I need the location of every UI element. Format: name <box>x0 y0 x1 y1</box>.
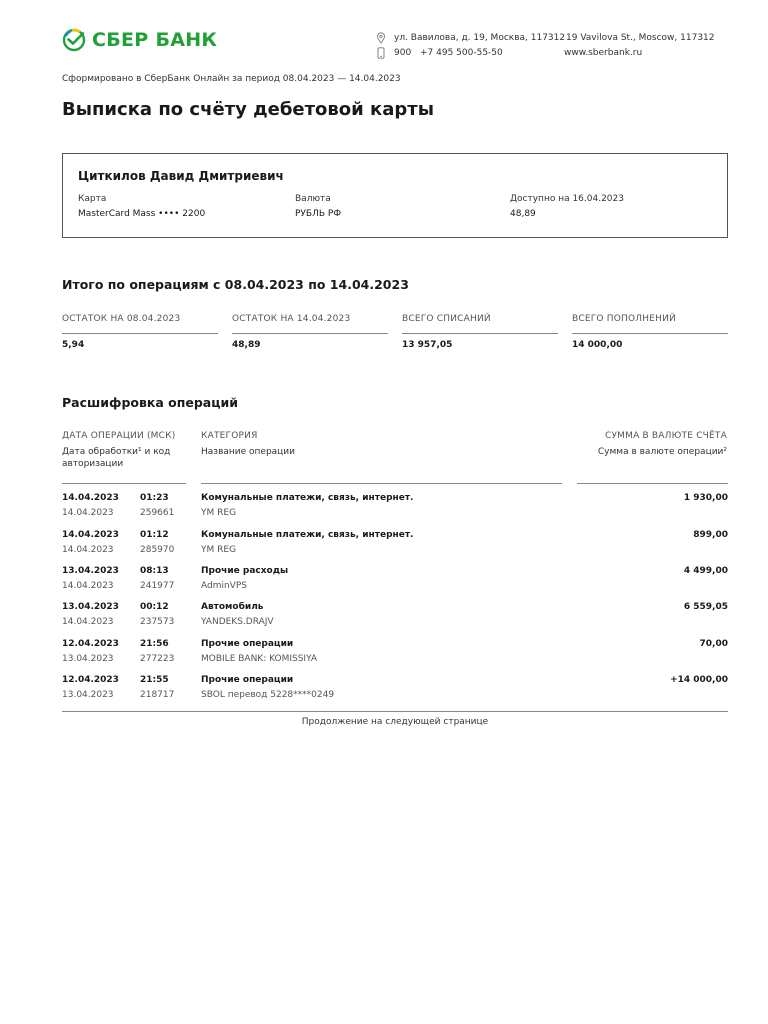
op-auth-code: 259661 <box>140 508 175 518</box>
op-proc-date: 14.04.2023 <box>62 581 114 591</box>
op-time: 08:13 <box>140 566 169 576</box>
op-auth-code: 241977 <box>140 581 175 591</box>
summary-value: 48,89 <box>232 340 261 350</box>
op-amount: 4 499,00 <box>683 566 728 576</box>
account-info-box <box>62 153 728 238</box>
table-row <box>62 530 728 560</box>
address-ru: ул. Вавилова, д. 19, Москва, 117312 <box>394 32 566 43</box>
summary-opening-balance <box>62 314 218 350</box>
summary-label: ОСТАТОК НА 14.04.2023 <box>232 314 388 334</box>
op-auth-code: 237573 <box>140 617 175 627</box>
op-auth-code: 218717 <box>140 690 175 700</box>
op-name: YM REG <box>201 545 237 555</box>
op-auth-code: 285970 <box>140 545 175 555</box>
summary-value: 13 957,05 <box>402 340 453 350</box>
available-label: Доступно на 16.04.2023 <box>510 194 624 204</box>
op-proc-date: 14.04.2023 <box>62 545 114 555</box>
op-auth-code: 277223 <box>140 654 175 664</box>
op-name: MOBILE BANK: KOMISSIYA <box>201 654 318 664</box>
table-row <box>62 602 728 632</box>
op-category: Комунальные платежи, связь, интернет. <box>201 530 414 540</box>
summary-label: ВСЕГО ПОПОЛНЕНИЙ <box>572 314 728 334</box>
card-value: MasterCard Mass •••• 2200 <box>78 209 206 219</box>
op-category: Прочие операции <box>201 675 294 685</box>
op-amount: 1 930,00 <box>683 493 728 503</box>
op-proc-date: 14.04.2023 <box>62 617 114 627</box>
op-amount: 70,00 <box>699 639 728 649</box>
op-time: 01:12 <box>140 530 169 540</box>
page-header <box>62 28 722 62</box>
table-row <box>62 639 728 669</box>
header-date-sub: Дата обработки¹ и код авторизации <box>62 447 171 469</box>
continued-note: Продолжение на следующей странице <box>301 717 489 727</box>
header-divider <box>201 483 562 484</box>
op-amount: +14 000,00 <box>670 675 728 685</box>
address-en: 19 Vavilova St., Moscow, 117312 <box>566 32 715 43</box>
op-time: 21:55 <box>140 675 169 685</box>
header-category-label: КАТЕГОРИЯ <box>201 431 258 441</box>
op-amount: 6 559,05 <box>683 602 728 612</box>
op-proc-date: 13.04.2023 <box>62 654 114 664</box>
op-category: Комунальные платежи, связь, интернет. <box>201 493 414 503</box>
phone-short[interactable]: 900 <box>394 47 412 58</box>
operations-title: Расшифровка операций <box>62 395 239 410</box>
op-name: AdminVPS <box>201 581 247 591</box>
op-time: 21:56 <box>140 639 169 649</box>
summary-total-credits <box>572 314 728 350</box>
op-time: 00:12 <box>140 602 169 612</box>
brand-name: СБЕР БАНК <box>92 29 218 51</box>
table-row <box>62 675 728 705</box>
op-date: 12.04.2023 <box>62 675 119 685</box>
op-amount: 899,00 <box>693 530 728 540</box>
page-title: Выписка по счёту дебетовой карты <box>62 99 434 120</box>
phone-icon <box>376 47 386 59</box>
summary-closing-balance <box>232 314 388 350</box>
header-category-sub: Название операции <box>201 447 295 457</box>
header-amount-sub: Сумма в валюте операции² <box>597 447 727 457</box>
phone-row <box>376 45 715 60</box>
op-date: 14.04.2023 <box>62 530 119 540</box>
header-date-label: ДАТА ОПЕРАЦИИ (МСК) <box>62 431 176 441</box>
op-category: Прочие расходы <box>201 566 289 576</box>
account-holder: Циткилов Давид Дмитриевич <box>78 169 284 183</box>
summary-title: Итого по операциям с 08.04.2023 по 14.04.2023 <box>62 277 409 292</box>
header-divider <box>62 483 186 484</box>
header-divider <box>577 483 728 484</box>
bank-contacts <box>376 30 715 60</box>
summary-total-debits <box>402 314 558 350</box>
generated-note: Сформировано в СберБанк Онлайн за период 08.04.2023 — 14.04.2023 <box>62 74 401 84</box>
op-date: 12.04.2023 <box>62 639 119 649</box>
website-link[interactable]: www.sberbank.ru <box>564 47 643 58</box>
table-row <box>62 493 728 523</box>
op-proc-date: 14.04.2023 <box>62 508 114 518</box>
header-amount <box>560 431 727 458</box>
op-date: 14.04.2023 <box>62 493 119 503</box>
op-category: Прочие операции <box>201 639 294 649</box>
summary-label: ВСЕГО СПИСАНИЙ <box>402 314 558 334</box>
currency-column <box>295 194 341 219</box>
table-row <box>62 566 728 596</box>
op-category: Автомобиль <box>201 602 264 612</box>
sber-logo-icon <box>62 28 86 52</box>
phone-long[interactable]: +7 495 500-55-50 <box>420 47 503 58</box>
op-proc-date: 13.04.2023 <box>62 690 114 700</box>
card-label: Карта <box>78 194 107 204</box>
header-amount-label: СУММА В ВАЛЮТЕ СЧЁТА <box>604 431 727 441</box>
table-bottom-divider <box>62 711 728 712</box>
header-category <box>201 431 501 458</box>
map-pin-icon <box>376 32 386 44</box>
available-column <box>510 194 624 219</box>
address-row <box>376 30 715 45</box>
summary-value: 5,94 <box>62 340 85 350</box>
sber-logo <box>62 28 217 52</box>
op-time: 01:23 <box>140 493 169 503</box>
card-column <box>78 194 205 219</box>
op-name: YM REG <box>201 508 237 518</box>
summary-value: 14 000,00 <box>572 340 623 350</box>
currency-value: РУБЛЬ РФ <box>295 209 342 219</box>
op-date: 13.04.2023 <box>62 566 119 576</box>
available-value: 48,89 <box>510 209 536 219</box>
summary-label: ОСТАТОК НА 08.04.2023 <box>62 314 218 334</box>
op-date: 13.04.2023 <box>62 602 119 612</box>
op-name: YANDEKS.DRAJV <box>201 617 274 627</box>
header-date <box>62 431 186 470</box>
currency-label: Валюта <box>295 194 331 204</box>
op-name: SBOL перевод 5228****0249 <box>201 690 335 700</box>
